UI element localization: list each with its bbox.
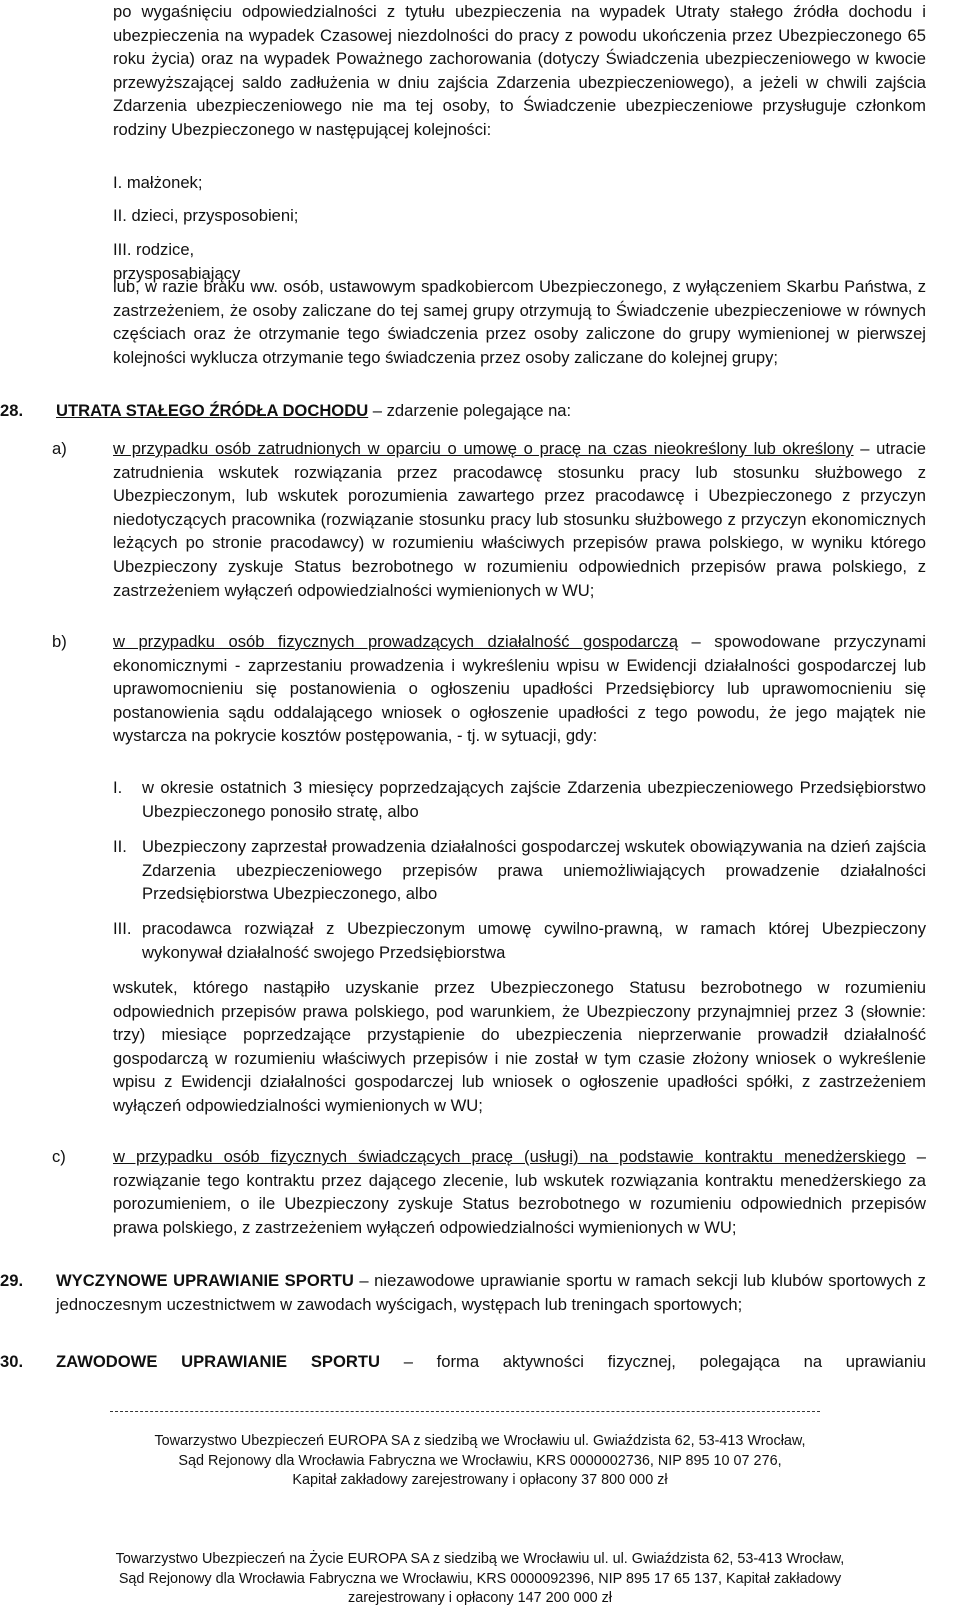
item-c-paragraph xyxy=(113,1145,926,1239)
intro-after-text: lub, w razie braku ww. osób, ustawowym spadkobiercom Ubezpieczonego, z wyłączeniem Skarbu Państwa, z zastrzeżeniem, że osoby zaliczane do tej samej grupy otrzymują to Świadczenie ubezpieczeniowe w równych częściach oraz że otrzymanie tego świadczenia przez osoby zaliczone do grupy wymienionej w pierwszej kolejności wyklucza otrzymanie tego świadczenia przez osoby zaliczane do kolejnej grupy; xyxy=(113,277,926,367)
section-29-text: – niezawodowe uprawianie sportu w ramach sekcji lub klubów sportowych z jednoczesnym uczestnictwem w zawodach wyścigach, występach lub treningach sportowych; xyxy=(56,1271,926,1314)
beneficiary-level-3: III. rodzice, przysposabiający xyxy=(113,240,241,283)
item-b-text: – spowodowane przyczynami ekonomicznymi - zaprzestaniu prowadzenia i wykreśleniu wpisu w Ewidencji działalności gospodarczej lub uprawomocnieniu się postanowienia o ogłoszeniu upadłości Przedsiębiorcy lub uprawomocnieniu się postanowienia sądu oddalającego wniosek o ogłoszenie upadłości z tego powodu, że jego majątek nie wystarcza na pokrycie kosztów postępowania, - tj. w sytuacji, gdy: xyxy=(113,632,926,746)
section-30-term: ZAWODOWE UPRAWIANIE SPORTU xyxy=(56,1352,380,1371)
footer-1-line-1: Towarzystwo Ubezpieczeń EUROPA SA z siedzibą we Wrocławiu ul. Gwiaździsta 62, 53-413 Wrocław, xyxy=(154,1433,806,1449)
item-a-underlined: w przypadku osób zatrudnionych w oparciu o umowę o pracę na czas nieokreślony lub określony xyxy=(113,439,854,458)
section-28-definition: – zdarzenie polegające na: xyxy=(368,401,572,420)
item-c-underlined: w przypadku osób fizycznych świadczących pracę (usługi) na podstawie kontraktu menedżerskiego xyxy=(113,1147,906,1166)
item-c-text: – rozwiązanie tego kontraktu przez dającego zlecenie, lub wskutek rozwiązania kontraktu menedżerskiego za porozumieniem, o ile Ubezpieczony zyskuje Status bezrobotnego w rozumieniu odpowiednich przepisów prawa polskiego, z zastrzeżeniem wyłączeń odpowiedzialności wymienionych w WU; xyxy=(113,1147,926,1237)
section-29-term: WYCZYNOWE UPRAWIANIE SPORTU xyxy=(56,1271,354,1290)
section-30-paragraph xyxy=(56,1350,926,1374)
item-b-paragraph xyxy=(113,630,926,748)
beneficiary-level-2: II. dzieci, przysposobieni; xyxy=(113,206,299,225)
section-29-paragraph xyxy=(56,1269,926,1316)
item-a-paragraph xyxy=(113,437,926,602)
item-c-label: c) xyxy=(52,1147,66,1166)
intro-paragraph xyxy=(113,0,926,142)
footer-1-line-3: Kapitał zakładowy zarejestrowany i opłacony 37 800 000 zł xyxy=(292,1472,668,1489)
item-b-sub-2-text: Ubezpieczony zaprzestał prowadzenia działalności gospodarczej wskutek obowiązywania na dzień zajścia Zdarzenia ubezpieczeniowego przepisów prawa uniemożliwiających prowadzenie działalności Przedsiębiorstwa Ubezpieczonego, albo xyxy=(142,837,926,904)
item-a-label: a) xyxy=(52,439,67,458)
section-28-heading xyxy=(56,399,926,423)
intro-text: po wygaśnięciu odpowiedzialności z tytułu ubezpieczenia na wypadek Utraty stałego źródła dochodu i ubezpieczenia na wypadek Czasowej niezdolności do pracy z powodu ukończenia przez Ubezpieczonego 65 roku życia) oraz na wypadek Poważnego zachorowania (dotyczy Świadczenia ubezpieczeniowego w kwocie przewyższającej saldo zadłużenia w dniu zajścia Zdarzenia ubezpieczeniowego), a jeżeli w chwili zajścia Zdarzenia ubezpieczeniowego nie ma tej osoby, to Świadczenie ubezpieczeniowe przysługuje członkom rodziny Ubezpieczonego w następującej kolejności: xyxy=(113,2,926,139)
item-b-sub-1-text: w okresie ostatnich 3 miesięcy poprzedzających zajście Zdarzenia ubezpieczeniowego Przedsiębiorstwo Ubezpieczonego ponosiło stratę, albo xyxy=(142,778,926,821)
footer-company-1 xyxy=(0,1432,960,1491)
section-28-number: 28. xyxy=(0,401,24,420)
footer-2-line-3: zarejestrowany i opłacony 147 200 000 zł xyxy=(348,1590,612,1607)
item-b-sub-2 xyxy=(113,835,926,906)
footer-company-2 xyxy=(0,1550,960,1609)
item-b-underlined: w przypadku osób fizycznych prowadzących działalność gospodarczą xyxy=(113,632,679,651)
section-29-number: 29. xyxy=(0,1271,24,1290)
item-b-label: b) xyxy=(52,632,67,651)
item-b-sub-1-numeral: I. xyxy=(113,778,123,797)
beneficiary-level-1: I. małżonek; xyxy=(113,173,203,192)
item-a-text: – utracie zatrudnienia wskutek rozwiązania przez pracodawcę stosunku pracy lub stosunku służbowego z Ubezpieczonym, lub wskutek porozumienia zawartego przez pracodawcę i Ubezpieczonego z przyczyn niedotyczących pracownika (rozwiązanie stosunku pracy lub stosunku służbowego z przyczyn ekonomicznych leżących po stronie pracodawcy) w rozumieniu właściwych przepisów prawa polskiego, w wyniku którego Ubezpieczony zyskuje Status bezrobotnego w rozumieniu odpowiednich przepisów prawa polskiego, z zastrzeżeniem wyłączeń odpowiedzialności wymienionych w WU; xyxy=(113,439,926,600)
footer-2-line-1: Towarzystwo Ubezpieczeń na Życie EUROPA SA z siedzibą we Wrocławiu ul. ul. Gwiaździsta 62, 53-413 Wrocław, xyxy=(115,1551,845,1567)
item-b-after-text: wskutek, którego nastąpiło uzyskanie przez Ubezpieczonego Statusu bezrobotnego w rozumieniu odpowiednich przepisów prawa polskiego, pod warunkiem, że Ubezpieczony przynajmniej przez 3 (słownie: trzy) miesiące poprzedzające przystąpienie do ubezpieczenia nieprzerwanie prowadził działalność gospodarczą w rozumieniu właściwych przepisów i nie został w tym czasie złożony wniosek o wykreślenie wpisu z Ewidencji działalności gospodarczej lub wniosek o ogłoszenie upadłości spółki, z zastrzeżeniem wyłączeń odpowiedzialności wymienionych w WU; xyxy=(113,978,926,1115)
footer-2-line-2: Sąd Rejonowy dla Wrocławia Fabryczna we Wrocławiu, KRS 0000092396, NIP 895 17 65 137, Kapitał zakładowy xyxy=(118,1570,842,1587)
item-b-after-paragraph xyxy=(113,976,926,1118)
footer-1-line-2: Sąd Rejonowy dla Wrocławia Fabryczna we Wrocławiu, KRS 0000002736, NIP 895 10 07 276, xyxy=(178,1452,782,1469)
item-b-sub-3 xyxy=(113,917,926,964)
footer-divider xyxy=(110,1411,820,1412)
item-b-sub-1 xyxy=(113,776,926,823)
section-30-text: – forma aktywności fizycznej, polegająca na uprawianiu xyxy=(380,1352,927,1371)
section-28-term: UTRATA STAŁEGO ŹRÓDŁA DOCHODU xyxy=(56,401,369,420)
item-b-sub-3-numeral: III. xyxy=(113,919,132,938)
item-b-sub-2-numeral: II. xyxy=(113,837,127,856)
intro-after-paragraph xyxy=(113,275,926,369)
section-30-number: 30. xyxy=(0,1352,24,1371)
item-b-sub-3-text: pracodawca rozwiązał z Ubezpieczonym umowę cywilno-prawną, w ramach której Ubezpieczony wykonywał działalność swojego Przedsiębiorstwa xyxy=(142,919,926,962)
